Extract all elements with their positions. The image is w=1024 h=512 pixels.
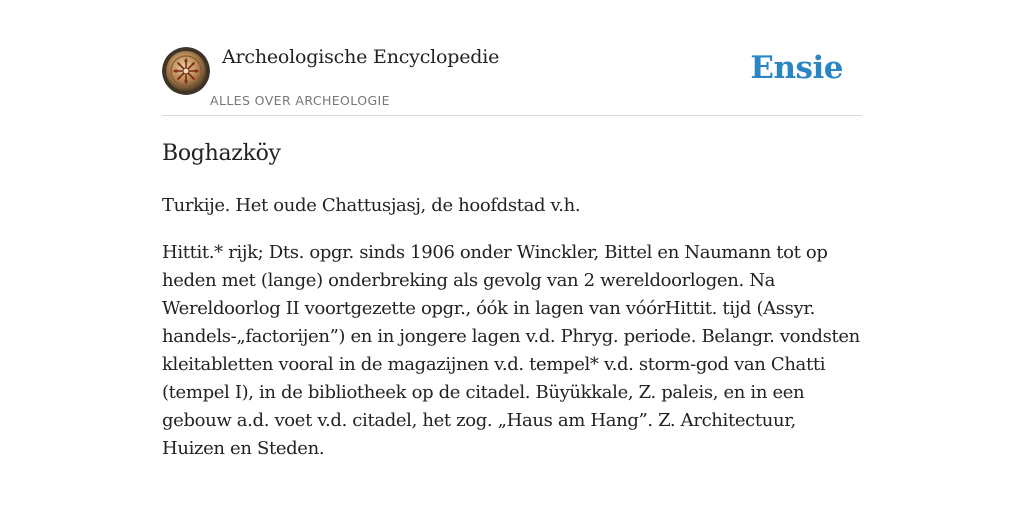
article-paragraph: Turkije. Het oude Chattusjasj, de hoofdstad v.h. bbox=[162, 195, 581, 216]
article-title: Boghazköy bbox=[162, 141, 281, 166]
site-subtitle: ALLES OVER ARCHEOLOGIE bbox=[210, 93, 390, 108]
site-header bbox=[162, 40, 862, 116]
ensie-brand-link[interactable]: Ensie bbox=[750, 50, 843, 86]
site-title[interactable]: Archeologische Encyclopedie bbox=[222, 46, 500, 68]
archaeology-coin-logo-icon[interactable] bbox=[162, 47, 210, 95]
article bbox=[162, 138, 862, 463]
article-paragraph: Hittit.* rijk; Dts. opgr. sinds 1906 onder Winckler, Bittel en Naumann tot op heden met (lange) onderbreking als gevolg van 2 wereldoorlogen. Na Wereldoorlog II voortgezette opgr., óók in lagen van vóórHittit. tijd (Assyr. handels-„factorijen”) en in jongere lagen v.d. Phryg. periode. Belangr. vondsten kleitabletten vooral in de magazijnen v.d. tempel* v.d. storm-god van Chatti (tempel I), in de bibliotheek op de citadel. Büyükkale, Z. paleis, en in een gebouw a.d. voet v.d. citadel, het zog. „Haus am Hang”. Z. Architectuur, Huizen en Steden. bbox=[162, 242, 860, 459]
